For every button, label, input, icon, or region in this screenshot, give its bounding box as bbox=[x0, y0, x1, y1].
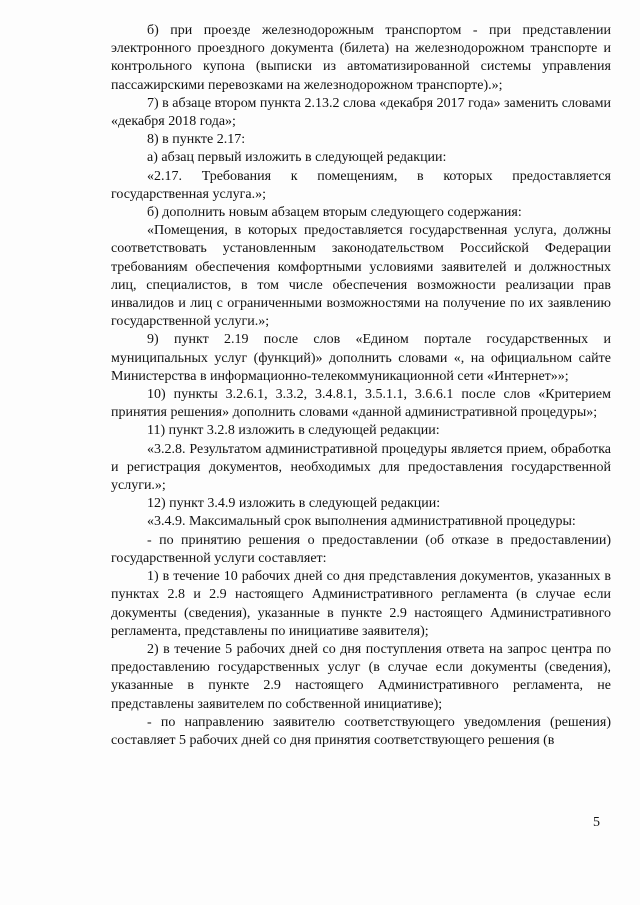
paragraph: а) абзац первый изложить в следующей редакции: bbox=[147, 150, 447, 166]
paragraph: 1) в течение 10 рабочих дней со дня представления документов, указанных в пунктах 2.8 и 2.9 настоящего Административного регламента (в случае если документы (сведения), указанные в пункте 2.9 настоящего Административного регламента, представлены по инициативе заявителя); bbox=[111, 569, 611, 639]
paragraph: 9) пункт 2.19 после слов «Едином портале государственных и муниципальных услуг (функций)» дополнить словами «, на официальном сайте Министерства в информационно-телекоммуникационной сети «Интернет»»; bbox=[111, 332, 611, 384]
paragraph: б) дополнить новым абзацем вторым следующего содержания: bbox=[147, 205, 522, 221]
paragraph: 10) пункты 3.2.6.1, 3.3.2, 3.4.8.1, 3.5.1.1, 3.6.6.1 после слов «Критерием принятия решения» дополнить словами «данной административной процедуры»; bbox=[111, 387, 611, 421]
document-body bbox=[111, 22, 611, 750]
paragraph: 11) пункт 3.2.8 изложить в следующей редакции: bbox=[147, 423, 440, 439]
paragraph: «2.17. Требования к помещениям, в которых предоставляется государственная услуга.»; bbox=[111, 168, 611, 202]
paragraph: «Помещения, в которых предоставляется государственная услуга, должны соответствовать установленным законодательством Российской Федерации требованиям обеспечения комфортными условиями заявителей и должностных лиц, специалистов, в том числе обеспечения возможности реализации прав инвалидов и лиц с ограниченными возможностями на получение по их заявлению государственной услуги.»; bbox=[111, 223, 611, 330]
paragraph: - по направлению заявителю соответствующего уведомления (решения) составляет 5 рабочих дней со дня принятия соответствующего решения (в bbox=[111, 714, 611, 748]
paragraph: - по принятию решения о предоставлении (об отказе в предоставлении) государственной услуги составляет: bbox=[111, 532, 611, 566]
paragraph: 12) пункт 3.4.9 изложить в следующей редакции: bbox=[147, 496, 441, 512]
paragraph: 8) в пункте 2.17: bbox=[147, 132, 246, 148]
paragraph: б) при проезде железнодорожным транспортом - при представлении электронного проездного документа (билета) на железнодорожном транспорте и контрольного купона (выписки из автоматизированной системы управления пассажирскими перевозками на железнодорожном транспорте).»; bbox=[111, 23, 611, 93]
paragraph: 2) в течение 5 рабочих дней со дня поступления ответа на запрос центра по предоставлению государственных услуг (в случае если документы (сведения), указанные в пункте 2.9 настоящего Административного регламента, не представлены заявителем по собственной инициативе); bbox=[111, 641, 611, 712]
page-number: 5 bbox=[593, 815, 600, 830]
paragraph: «3.2.8. Результатом административной процедуры является прием, обработка и регистрация документов, необходимых для предоставления государственной услуги.»; bbox=[111, 441, 611, 494]
paragraph: «3.4.9. Максимальный срок выполнения административной процедуры: bbox=[147, 514, 576, 530]
paragraph: 7) в абзаце втором пункта 2.13.2 слова «декабря 2017 года» заменить словами «декабря 2018 года»; bbox=[111, 95, 611, 130]
